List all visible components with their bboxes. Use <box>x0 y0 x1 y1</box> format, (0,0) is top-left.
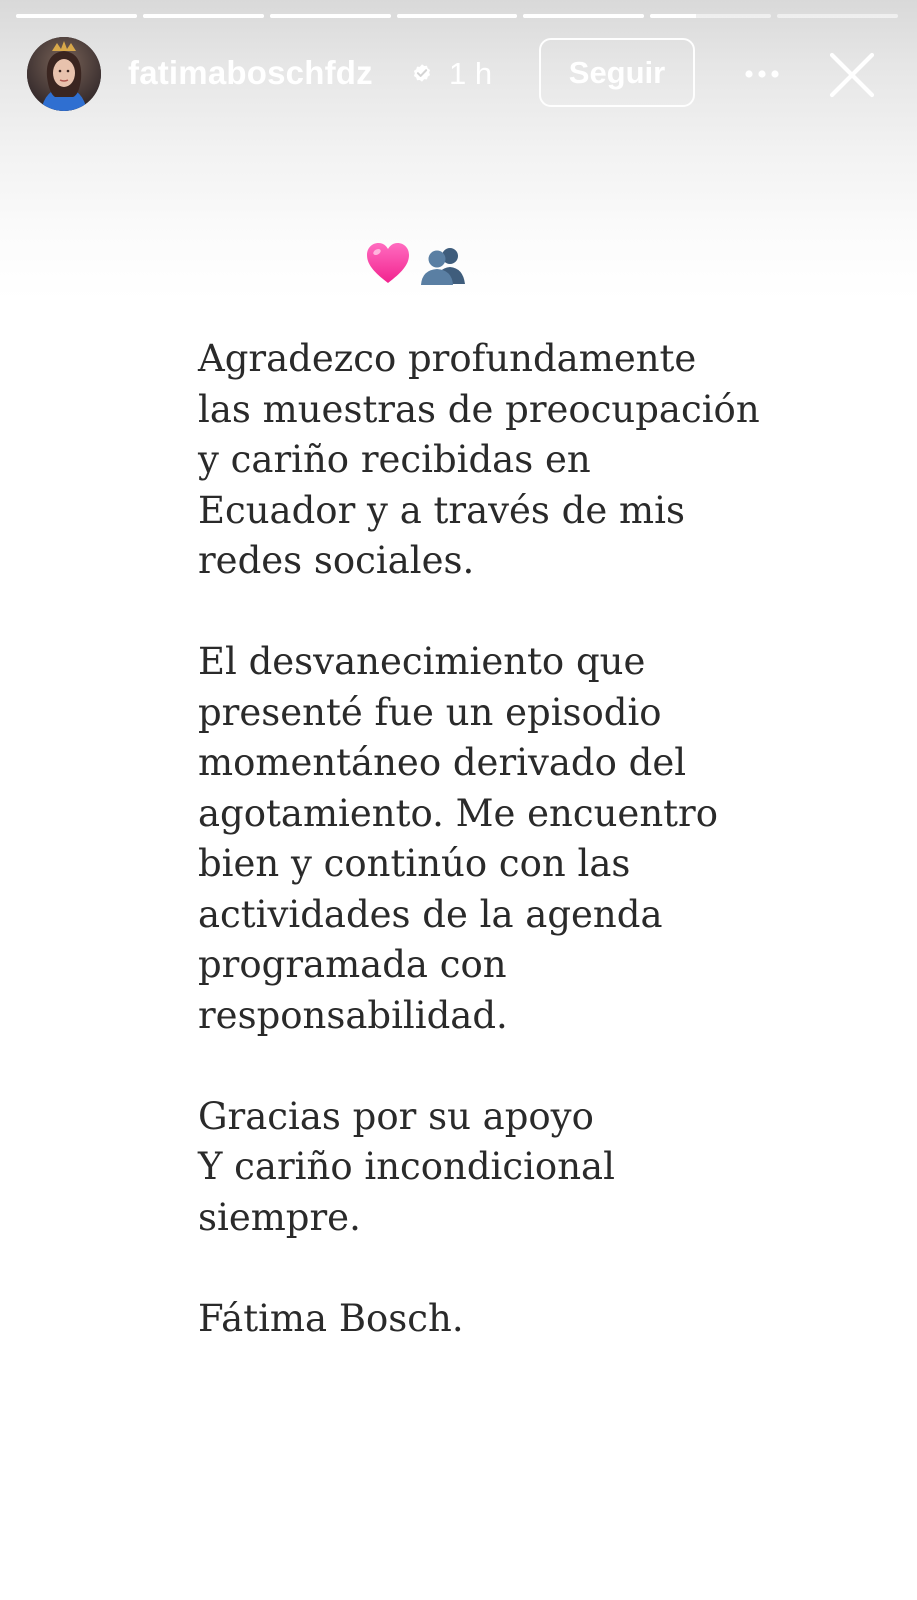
follow-button[interactable]: Seguir <box>539 38 695 107</box>
progress-segment-fill <box>650 14 696 18</box>
message-line: presenté fue un episodio <box>198 690 662 734</box>
progress-segment-fill <box>270 14 391 18</box>
progress-segment-fill <box>523 14 644 18</box>
story-message <box>198 334 878 1395</box>
story-timestamp: 1 h <box>449 56 493 91</box>
progress-segment <box>523 14 644 18</box>
message-line: responsabilidad. <box>198 993 508 1037</box>
message-line: Fátima Bosch. <box>198 1296 464 1340</box>
message-paragraph <box>198 334 878 587</box>
close-icon[interactable] <box>826 49 878 101</box>
progress-segment <box>270 14 391 18</box>
heart-emoji-icon <box>365 241 411 285</box>
emoji-row <box>365 239 475 289</box>
message-line: las muestras de preocupación <box>198 387 760 431</box>
progress-segment <box>650 14 771 18</box>
progress-segment-fill <box>16 14 137 18</box>
message-line: y cariño recibidas en <box>198 438 591 481</box>
message-line: actividades de la agenda <box>198 892 663 936</box>
story-progress-bar <box>16 14 898 18</box>
progress-segment <box>777 14 898 18</box>
progress-segment-fill <box>397 14 518 18</box>
message-line: Agradezco profundamente <box>198 337 697 380</box>
avatar[interactable] <box>27 37 101 111</box>
message-line: Y cariño incondicional <box>198 1145 615 1188</box>
username[interactable]: fatimaboschfdz <box>128 54 373 91</box>
avatar-portrait-icon <box>27 37 101 111</box>
progress-segment <box>143 14 264 18</box>
message-paragraph <box>198 1092 878 1244</box>
more-options-icon[interactable] <box>738 56 786 92</box>
story-header <box>0 34 917 114</box>
message-line: agotamiento. Me encuentro <box>198 791 718 835</box>
busts-in-silhouette-emoji-icon <box>419 244 467 286</box>
message-paragraph <box>198 1294 878 1345</box>
message-line: siempre. <box>198 1195 361 1239</box>
message-line: momentáneo derivado del <box>198 741 687 784</box>
message-line: bien y continúo con las <box>198 842 631 885</box>
progress-segment <box>16 14 137 18</box>
message-line: Ecuador y a través de mis <box>198 488 685 532</box>
message-line: El desvanecimiento que <box>198 640 646 683</box>
progress-segment-fill <box>143 14 264 18</box>
message-line: Gracias por su apoyo <box>198 1094 594 1138</box>
message-line: programada con <box>198 943 507 986</box>
verified-badge-icon <box>411 62 433 84</box>
message-line: redes sociales. <box>198 539 475 582</box>
progress-segment <box>397 14 518 18</box>
message-paragraph <box>198 637 878 1041</box>
